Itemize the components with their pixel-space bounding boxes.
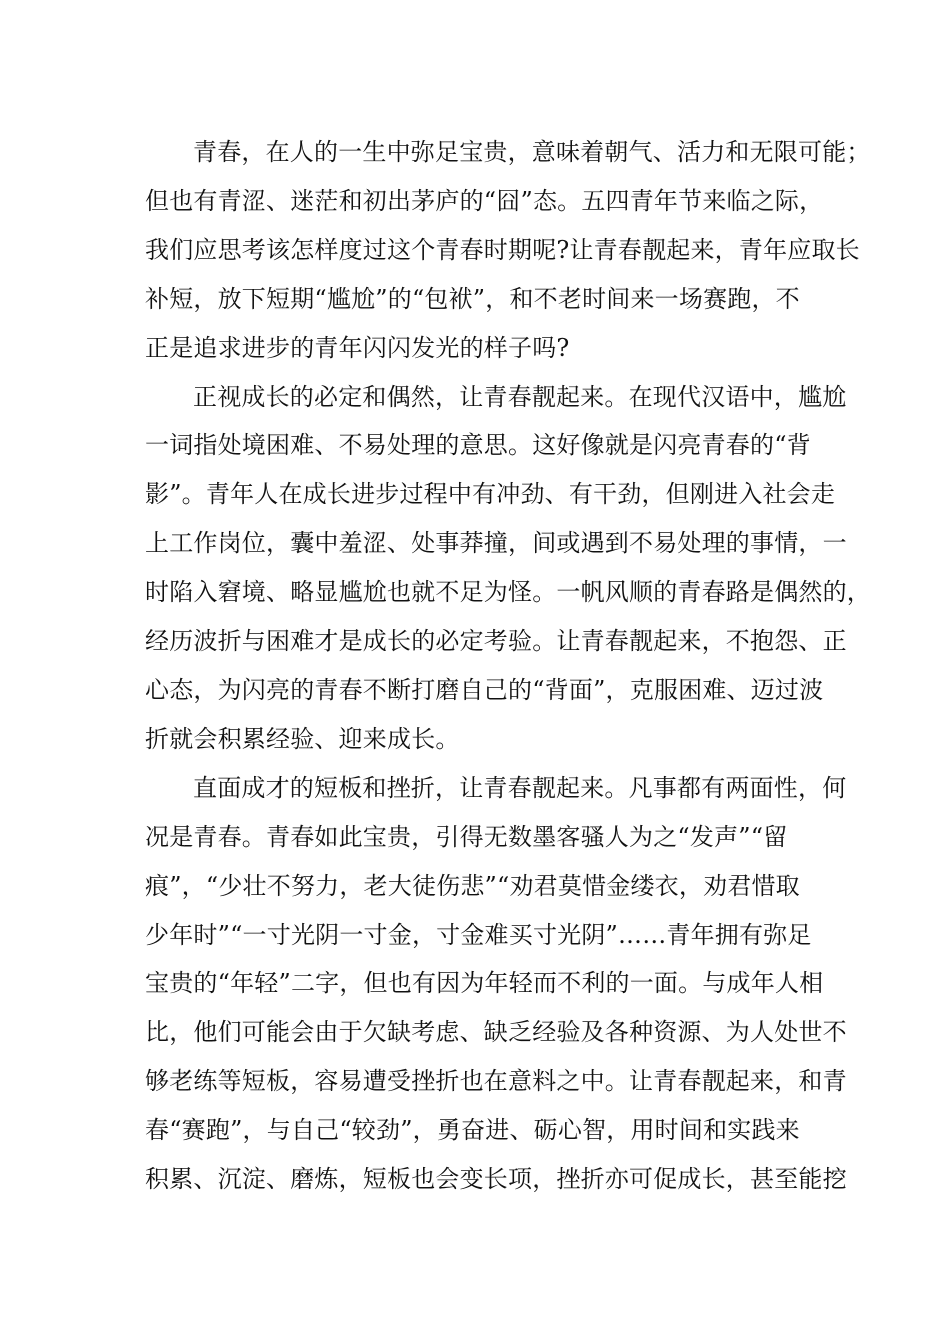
paragraph-2-line-8: 折就会积累经验、迎来成长。 xyxy=(145,724,460,753)
paragraph-3-line-1: 直面成才的短板和挫折，让青春靓起来。凡事都有两面性，何 xyxy=(193,773,847,802)
paragraph-2-line-2: 一词指处境困难、不易处理的意思。这好像就是闪亮青春的“背 xyxy=(145,431,811,460)
paragraph-1-line-2: 但也有青涩、迷茫和初出茅庐的“囧”态。五四青年节来临之际， xyxy=(145,186,824,215)
paragraph-2-line-3: 影”。青年人在成长进步过程中有冲劲、有干劲，但刚进入社会走 xyxy=(145,480,836,509)
paragraph-3-line-6: 比，他们可能会由于欠缺考虑、缺乏经验及各种资源、为人处世不 xyxy=(145,1018,847,1047)
paragraph-3-line-3: 痕”，“少壮不努力，老大徒伤悲”“劝君莫惜金缕衣，劝君惜取 xyxy=(145,871,800,900)
paragraph-1-line-4: 补短，放下短期“尴尬”的“包袱”，和不老时间来一场赛跑，不 xyxy=(145,284,800,313)
paragraph-2-line-5: 时陷入窘境、略显尴尬也就不足为怪。一帆风顺的青春路是偶然的， xyxy=(145,578,871,607)
paragraph-2-line-7: 心态，为闪亮的青春不断打磨自己的“背面”，克服困难、迈过波 xyxy=(145,675,824,704)
paragraph-3-line-2: 况是青春。青春如此宝贵，引得无数墨客骚人为之“发声”“留 xyxy=(145,822,788,851)
paragraph-2-line-1: 正视成长的必定和偶然，让青春靓起来。在现代汉语中，尴尬 xyxy=(193,382,847,411)
paragraph-1-line-3: 我们应思考该怎样度过这个青春时期呢?让青春靓起来，青年应取长 xyxy=(145,235,860,264)
paragraph-3-line-7: 够老练等短板，容易遭受挫折也在意料之中。让青春靓起来，和青 xyxy=(145,1067,847,1096)
paragraph-1-line-1: 青春，在人的一生中弥足宝贵，意味着朝气、活力和无限可能； xyxy=(193,138,871,166)
paragraph-3-line-5: 宝贵的“年轻”二字，但也有因为年轻而不利的一面。与成年人相 xyxy=(145,969,824,998)
paragraph-3-line-8: 春“赛跑”，与自己“较劲”，勇奋进、砺心智，用时间和实践来 xyxy=(145,1116,800,1145)
paragraph-2-line-4: 上工作岗位，囊中羞涩、处事莽撞，间或遇到不易处理的事情，一 xyxy=(145,529,847,558)
paragraph-2-line-6: 经历波折与困难才是成长的必定考验。让青春靓起来，不抱怨、正 xyxy=(145,627,847,656)
paragraph-3-line-4: 少年时”“一寸光阴一寸金，寸金难买寸光阴”……青年拥有弥足 xyxy=(145,920,812,949)
document-body xyxy=(145,128,871,1204)
paragraph-1-line-5: 正是追求进步的青年闪闪发光的样子吗? xyxy=(145,333,570,362)
paragraph-3-line-9: 积累、沉淀、磨炼，短板也会变长项，挫折亦可促成长，甚至能挖 xyxy=(145,1165,847,1194)
